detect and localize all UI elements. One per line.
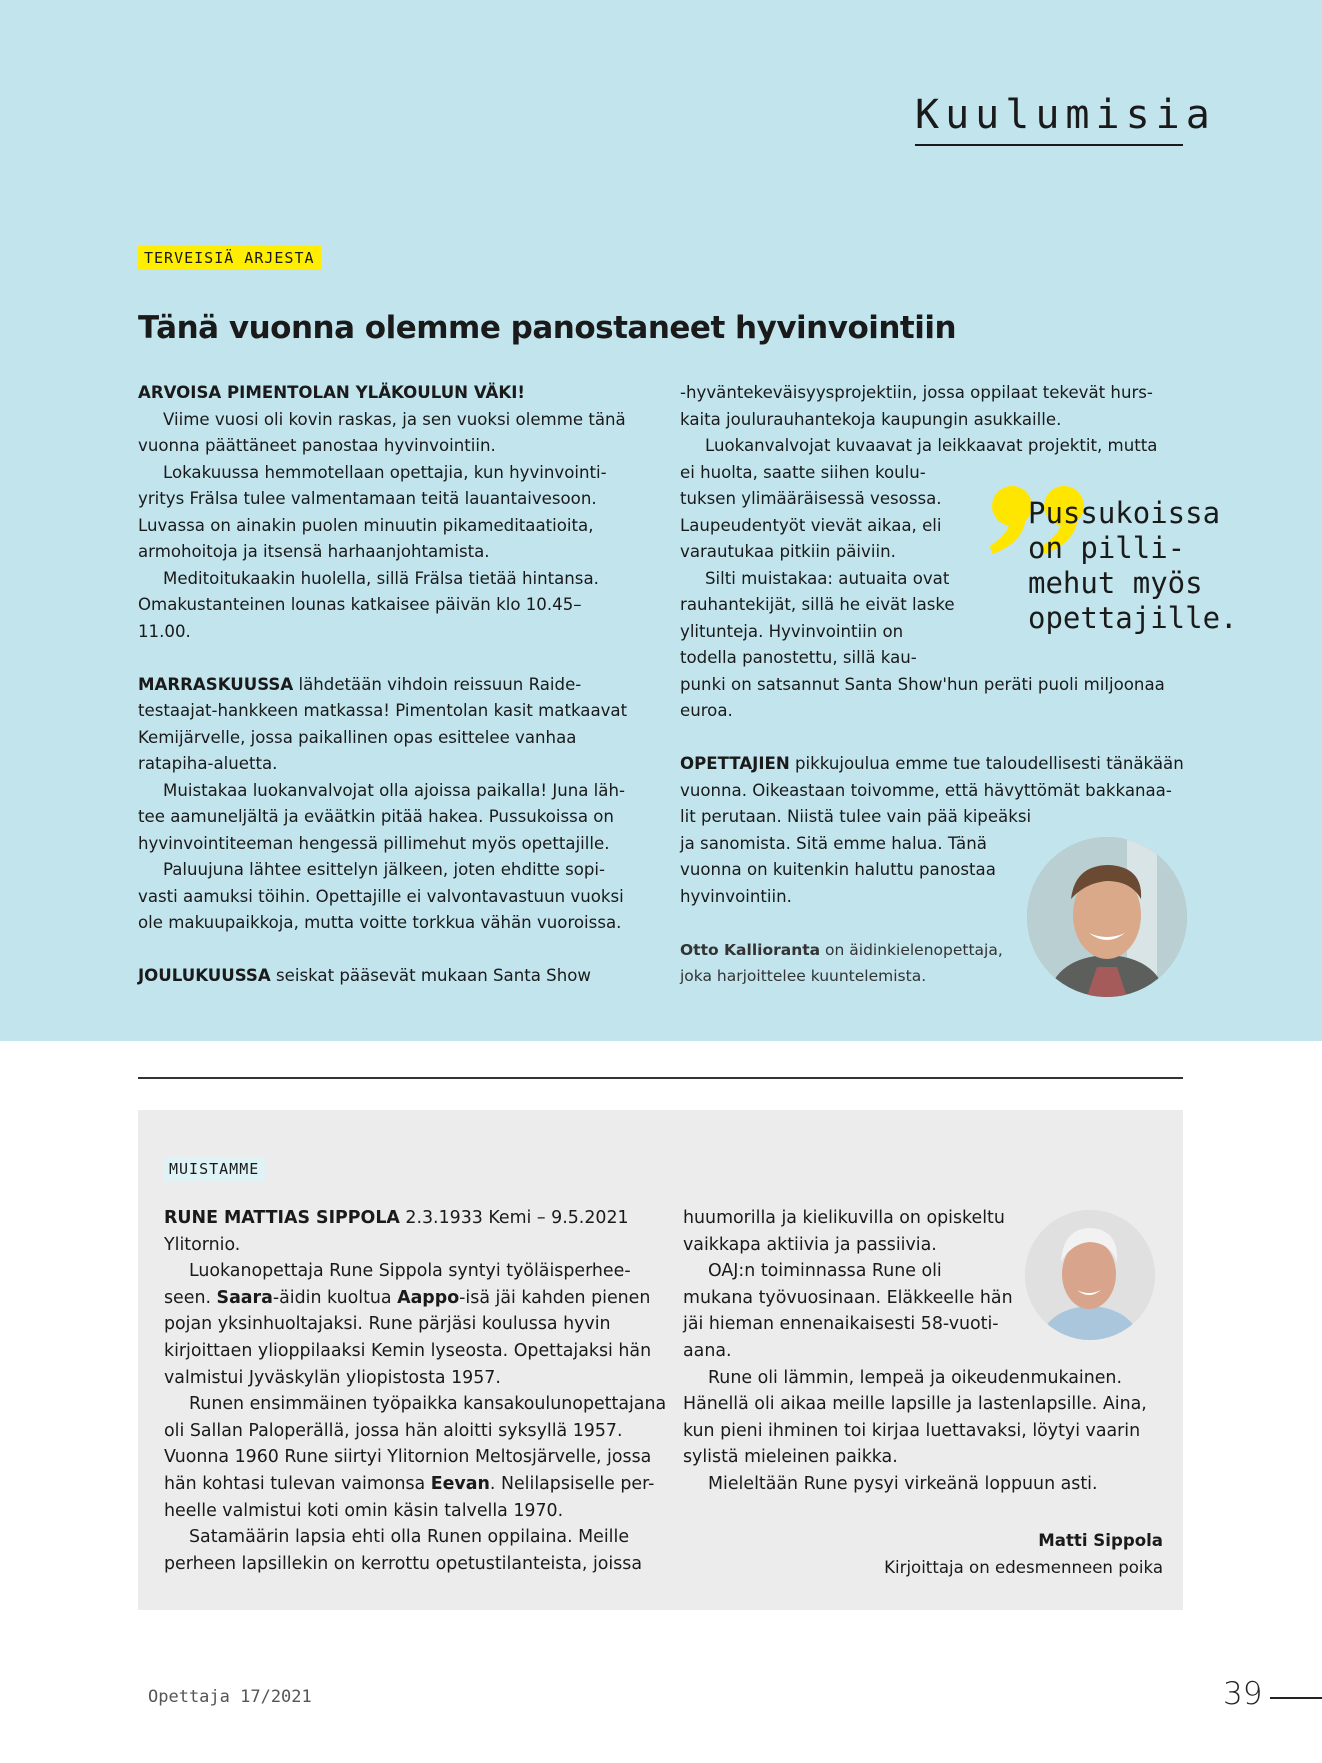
text-line: Ylitornio. — [164, 1234, 241, 1255]
text-line: ei huolta, saatte siihen koulu- — [680, 462, 926, 482]
text-line: Luokanopettaja Rune Sippola syntyi työläisperhee- — [189, 1261, 631, 1282]
pull-quote: Pussukoissa on pilli- mehut myös opettajille. — [1028, 496, 1238, 635]
text-line: huumorilla ja kielikuvilla on opiskeltu — [683, 1208, 1005, 1228]
text-line: vasti aamuksi töihin. Opettajille ei valvontavastuun vuoksi — [138, 886, 624, 906]
text-line: 11.00. — [138, 621, 191, 641]
text-line: lit perutaan. Niistä tulee vain pää kipeäksi — [680, 807, 1032, 826]
text-line: Omakustanteinen lounas katkaisee päivän klo 10.45– — [138, 595, 582, 614]
text-line: ole makuupaikkoja, mutta voitte torkkua vähän vuoroissa. — [138, 913, 622, 932]
text-line: vaikkapa aktiivia ja passiivia. — [683, 1234, 937, 1255]
obituary-photo — [1025, 1210, 1155, 1340]
text-line: heelle valmistui koti omin käsin talvella 1970. — [164, 1500, 564, 1521]
text-line: hyvinvointiteeman hengessä pillimehut myös opettajille. — [138, 833, 610, 853]
text-line: Meditoitukaakin huolella, sillä Frälsa tietää hintansa. — [163, 568, 599, 588]
page-number: 39 — [1223, 1676, 1263, 1712]
text-line: jäi hieman ennenaikaisesti 58-vuoti- — [683, 1314, 999, 1335]
text-line: ja sanomista. Sitä emme halua. Tänä — [680, 833, 987, 853]
text-line: Silti muistakaa: autuaita ovat — [705, 568, 950, 588]
text-line: Vuonna 1960 Rune siirtyi Ylitornion Meltosjärvelle, jossa — [164, 1447, 652, 1468]
text-line: sylistä mieleinen paikka. — [683, 1447, 898, 1468]
text-line: vuonna. Oikeastaan toivomme, että hävyttömät bakkanaa- — [680, 780, 1172, 800]
text-line: oli Sallan Paloperällä, jossa hän aloitti syksyllä 1957. — [164, 1420, 623, 1441]
text-line: tuksen ylimääräisessä vesossa. — [680, 489, 942, 508]
article-headline: Tänä vuonna olemme panostaneet hyvinvointiin — [138, 310, 957, 346]
signature-desc: Kirjoittaja on edesmenneen poika — [884, 1558, 1163, 1577]
text-line: RUNE MATTIAS SIPPOLA 2.3.1933 Kemi – 9.5.2021 — [164, 1208, 629, 1228]
text-line: kaita joulurauhantekoja kaupungin asukkaille. — [680, 409, 1062, 429]
text-line: Luvassa on ainakin puolen minuutin pikameditaatioita, — [138, 515, 594, 535]
text-line: valmistui Jyväskylän yliopistosta 1957. — [164, 1367, 501, 1388]
text-line: Paluujuna lähtee esittelyn jälkeen, joten ehditte sopi- — [163, 860, 606, 879]
obituary-signature — [884, 1527, 1163, 1581]
text-line: vuonna päättäneet panostaa hyvinvointiin. — [138, 436, 496, 455]
text-line: Luokanvalvojat kuvaavat ja leikkaavat projektit, mutta — [705, 436, 1158, 455]
section-title: Kuulumisia — [915, 92, 1183, 146]
text-line: Satamäärin lapsia ehti olla Runen oppilaina. Meille — [189, 1527, 630, 1548]
text-line: mukana työvuosinaan. Eläkkeelle hän — [683, 1287, 1013, 1308]
signature-name: Matti Sippola — [1038, 1531, 1163, 1550]
article-tag: TERVEISIÄ ARJESTA — [138, 246, 321, 270]
text-line: aana. — [683, 1340, 732, 1361]
obituary-column-1 — [164, 1205, 667, 1577]
text-line: Lokakuussa hemmotellaan opettajia, kun hyvinvointi- — [163, 462, 607, 482]
text-line: OAJ:n toiminnassa Rune oli — [708, 1261, 942, 1282]
obituary-tag: MUISTAMME — [163, 1157, 265, 1181]
article-column-1 — [138, 380, 638, 990]
text-line: yritys Frälsa tulee valmentamaan teitä lauantaivesoon. — [138, 489, 597, 508]
text-line: Hänellä oli aikaa meille lapsille ja lastenlapsille. Aina, — [683, 1394, 1147, 1415]
text-line: Mieleltään Rune pysyi virkeänä loppuun asti. — [708, 1473, 1098, 1494]
text-line: todella panostettu, sillä kau- — [680, 648, 917, 667]
author-byline-desc: joka harjoittelee kuuntelemista. — [680, 967, 927, 985]
text-line: MARRASKUUSSA lähdetään vihdoin reissuun Raide- — [138, 674, 582, 694]
text-line: rauhantekijät, sillä he eivät laske — [680, 595, 955, 614]
text-line: punki on satsannut Santa Show'hun peräti puoli miljoonaa — [680, 674, 1165, 694]
section-divider — [138, 1077, 1183, 1079]
text-line: ylitunteja. Hyvinvointiin on — [680, 621, 904, 641]
text-line: OPETTAJIEN pikkujoulua emme tue taloudellisesti tänäkään — [680, 754, 1184, 773]
text-line: kun pieni ihminen toi kirjaa luettavaksi, löytyi vaarin — [683, 1420, 1141, 1441]
text-line: ratapiha-aluetta. — [138, 754, 278, 773]
author-byline: Otto Kallioranta on äidinkielenopettaja, — [680, 940, 1003, 959]
text-line: testaajat-hankkeen matkassa! Pimentolan kasit matkaavat — [138, 701, 628, 720]
text-line: Muistakaa luokanvalvojat olla ajoissa paikalla! Juna läh- — [163, 780, 625, 800]
text-line: perheen lapsillekin on kerrottu opetustilanteista, joissa — [164, 1553, 643, 1574]
publication-name: Opettaja 17/2021 — [148, 1687, 312, 1707]
text-line: Rune oli lämmin, lempeä ja oikeudenmukainen. — [708, 1367, 1122, 1388]
text-line: Viime vuosi oli kovin raskas, ja sen vuoksi olemme tänä — [163, 409, 626, 429]
text-line: -hyväntekeväisyysprojektiin, jossa oppilaat tekevät hurs- — [680, 383, 1153, 402]
text-line: Kemijärvelle, jossa paikallinen opas esittelee vanhaa — [138, 727, 577, 747]
text-line: hän kohtasi tulevan vaimonsa Eevan. Nelilapsiselle per- — [164, 1473, 655, 1494]
author-photo — [1027, 837, 1187, 997]
text-line: hyvinvointiin. — [680, 886, 792, 906]
text-line: JOULUKUUSSA seiskat pääsevät mukaan Santa Show — [138, 966, 591, 985]
text-line: Laupeudentyöt vievät aikaa, eli — [680, 515, 942, 535]
text-line: Runen ensimmäinen työpaikka kansakoulunopettajana — [189, 1394, 667, 1415]
text-line: seen. Saara-äidin kuoltua Aappo-isä jäi kahden pienen — [164, 1287, 651, 1308]
salutation: ARVOISA PIMENTOLAN YLÄKOULUN VÄKI! — [138, 383, 526, 402]
text-line: vuonna on kuitenkin haluttu panostaa — [680, 860, 996, 879]
text-line: armohoitoja ja itsensä harhaanjohtamista. — [138, 542, 490, 561]
text-line: varautukaa pitkiin päiviin. — [680, 542, 896, 561]
text-line: tee aamuneljältä ja eväätkin pitää hakea. Pussukoissa on — [138, 807, 614, 826]
text-line: kirjoittaen ylioppilaaksi Kemin lyseosta. Opettajaksi hän — [164, 1340, 652, 1361]
text-line: pojan yksinhuoltajaksi. Rune pärjäsi koulussa hyvin — [164, 1314, 611, 1335]
footer-rule — [1270, 1697, 1322, 1699]
text-line: euroa. — [680, 701, 733, 720]
